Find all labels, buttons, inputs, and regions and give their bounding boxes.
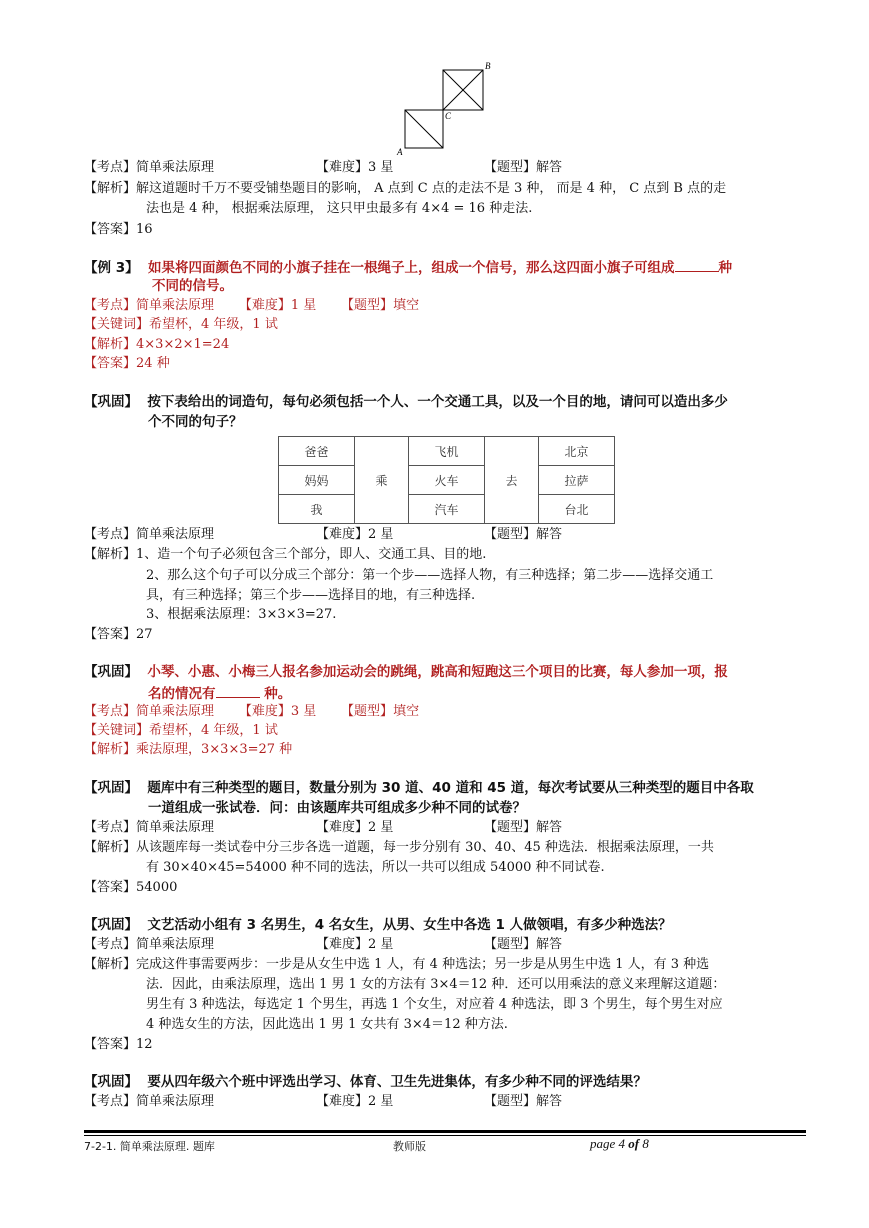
jiexi-text: 1、造一个句子必须包含三个部分，即人、交通工具、目的地.: [136, 547, 487, 562]
gonggu-label: 【巩固】: [84, 1074, 138, 1090]
tag-nandu: 【难度】: [316, 1094, 369, 1109]
question-text: 题库中有三种类型的题目，数量分别为 30 道、40 道和 45 道，每次考试要从三种类型的题目中各取: [147, 780, 754, 796]
gonggu3-meta: [84, 819, 784, 837]
diagram-label-b: B: [485, 61, 491, 71]
tag-kaodian: 【考点】: [84, 937, 137, 952]
gonggu4-answer: [84, 1036, 153, 1054]
keywords-value: 希望杯，4 年级，1 试: [149, 317, 278, 332]
question-text: [148, 683, 291, 703]
footer-rule-thin: [84, 1135, 806, 1136]
nandu-value: 2 星: [368, 820, 394, 835]
tag-daan: 【答案】: [84, 880, 137, 895]
answer-blank: [675, 257, 719, 272]
table-cell: 拉萨: [539, 466, 615, 495]
path-diagram: [395, 58, 505, 158]
tixing-value: 解答: [536, 1094, 563, 1109]
block1-meta: [84, 159, 784, 177]
jiexi-text: 4 种选女生的方法，因此选出 1 男 1 女共有 3×4＝12 种方法.: [146, 1017, 508, 1032]
tag-tixing: 【题型】: [341, 298, 394, 313]
question-text: 不同的信号。: [152, 278, 233, 294]
question-text: 文艺活动小组有 3 名男生，4 名女生，从男、女生中各选 1 人做领唱，有多少种选法？: [147, 917, 672, 933]
gonggu5-meta: [84, 1093, 784, 1111]
answer-value: 16: [136, 222, 153, 237]
tag-jiexi: 【解析】: [84, 840, 137, 855]
nandu-value: 3 星: [368, 160, 394, 175]
tag-keywords: 【关键词】: [84, 317, 150, 332]
gonggu3-answer: [84, 879, 177, 897]
nandu-value: 2 星: [368, 1094, 394, 1109]
footer-rule: [84, 1130, 806, 1133]
kaodian-value: 简单乘法原理: [136, 527, 215, 542]
answer-value: 27: [136, 627, 153, 642]
tag-kaodian: 【考点】: [84, 1094, 137, 1109]
question-text: 一道组成一张试卷．问：由该题库共可组成多少种不同的试卷？: [148, 800, 526, 816]
tag-tixing: 【题型】: [484, 820, 537, 835]
gonggu-label: 【巩固】: [84, 917, 138, 933]
question-text: 小琴、小惠、小梅三人报名参加运动会的跳绳，跳高和短跑这三个项目的比赛，每人参加一项，报: [147, 664, 728, 680]
example3-keywords: [84, 316, 278, 334]
nandu-value: 3 星: [290, 704, 317, 719]
question-text: 名的情况有: [148, 686, 216, 702]
tag-jiexi: 【解析】: [84, 337, 137, 352]
tag-nandu: 【难度】: [316, 527, 369, 542]
tag-kaodian: 【考点】: [84, 704, 137, 719]
question-text: 按下表给出的词造句，每句必须包括一个人、一个交通工具，以及一个目的地，请问可以造出多少: [147, 394, 728, 410]
tag-tixing: 【题型】: [484, 527, 537, 542]
jiexi-text: 法也是 4 种， 根据乘法原理， 这只甲虫最多有 4×4 = 16 种走法.: [146, 201, 533, 216]
table-cell: 汽车: [409, 495, 485, 524]
tixing-value: 填空: [393, 704, 420, 719]
kaodian-value: 简单乘法原理: [136, 298, 215, 313]
table-cell: 乘: [355, 437, 409, 524]
page-of: of: [628, 1136, 640, 1151]
kaodian-value: 简单乘法原理: [136, 704, 215, 719]
tag-nandu: 【难度】: [238, 298, 291, 313]
answer-value: 24 种: [136, 356, 170, 371]
kaodian-value: 简单乘法原理: [136, 1094, 215, 1109]
footer-center: 教师版: [393, 1140, 426, 1153]
tag-kaodian: 【考点】: [84, 160, 137, 175]
block1-jiexi: [84, 180, 726, 198]
table-cell: 飞机: [409, 437, 485, 466]
gonggu-label: 【巩固】: [84, 394, 138, 410]
tixing-value: 解答: [536, 527, 563, 542]
table-cell: 爸爸: [279, 437, 355, 466]
jiexi-text: 法．因此，由乘法原理，选出 1 男 1 女的方法有 3×4＝12 种．还可以用乘法的意义来理解这道题：: [146, 977, 726, 992]
jiexi-text: 男生有 3 种选法，每选定 1 个男生，再选 1 个女生，对应着 4 种选法，即 3 个男生，每个男生对应: [146, 997, 723, 1012]
tag-jiexi: 【解析】: [84, 957, 137, 972]
page-total: 8: [639, 1136, 649, 1151]
tixing-value: 解答: [536, 937, 563, 952]
gonggu1-question: [84, 393, 728, 411]
gonggu3-question: [84, 779, 754, 797]
gonggu2-question: [84, 663, 728, 681]
question-text: 个不同的句子？: [148, 414, 243, 430]
answer-value: 12: [136, 1037, 153, 1052]
gonggu-label: 【巩固】: [84, 780, 138, 796]
table-cell: 妈妈: [279, 466, 355, 495]
jiexi-text: 从该题库每一类试卷中分三步各选一道题，每一步分别有 30、40、45 种选法．根据乘法原理，一共: [136, 840, 714, 855]
question-text: 种: [718, 260, 732, 276]
tag-daan: 【答案】: [84, 356, 137, 371]
table-cell: 我: [279, 495, 355, 524]
tag-jiexi: 【解析】: [84, 742, 137, 757]
example-label: 【例 3】: [84, 260, 139, 276]
tag-nandu: 【难度】: [316, 937, 369, 952]
example3-question: [84, 257, 732, 277]
tixing-value: 填空: [393, 298, 420, 313]
keywords-value: 希望杯，4 年级，1 试: [149, 723, 278, 738]
question-text: 要从四年级六个班中评选出学习、体育、卫生先进集体，有多少种不同的评选结果？: [147, 1074, 647, 1090]
jiexi-text: 乘法原理，3×3×3=27 种: [136, 742, 293, 757]
gonggu2-keywords: [84, 722, 278, 740]
jiexi-text: 有 30×40×45=54000 种不同的选法，所以一共可以组成 54000 种不同试卷.: [146, 860, 605, 875]
gonggu1-answer: [84, 626, 153, 644]
block1-answer: [84, 221, 153, 239]
question-text: 如果将四面颜色不同的小旗子挂在一根绳子上，组成一个信号，那么这四面小旗子可组成: [148, 260, 675, 276]
table-cell: 去: [485, 437, 539, 524]
table-cell: 火车: [409, 466, 485, 495]
tag-tixing: 【题型】: [484, 160, 537, 175]
nandu-value: 1 星: [290, 298, 317, 313]
diagram-label-c: C: [445, 111, 452, 121]
kaodian-value: 简单乘法原理: [136, 820, 215, 835]
page-number: [590, 1136, 649, 1152]
example3-answer: [84, 355, 170, 373]
jiexi-text: 解这道题时千万不要受铺垫题目的影响， A 点到 C 点的走法不是 3 种， 而是 4 种， C 点到 B 点的走: [136, 181, 727, 196]
question-text: 种。: [264, 686, 292, 702]
gonggu-label: 【巩固】: [84, 664, 138, 680]
word-table: [278, 436, 615, 524]
gonggu4-meta: [84, 936, 784, 954]
diagram-label-a: A: [397, 147, 403, 157]
gonggu1-jiexi: [84, 546, 486, 564]
kaodian-value: 简单乘法原理: [136, 160, 215, 175]
jiexi-text: 2、那么这个句子可以分成三个部分：第一个步——选择人物，有三种选择；第二步——选择交通工: [146, 568, 714, 583]
page-current: page 4: [590, 1136, 629, 1151]
gonggu2-meta: [84, 703, 419, 721]
tag-daan: 【答案】: [84, 222, 137, 237]
jiexi-text: 完成这件事需要两步：一步是从女生中选 1 人，有 4 种选法；另一步是从男生中选 1 人，有 3 种选: [136, 957, 710, 972]
tixing-value: 解答: [536, 160, 563, 175]
tag-nandu: 【难度】: [316, 820, 369, 835]
tixing-value: 解答: [536, 820, 563, 835]
jiexi-text: 4×3×2×1=24: [136, 337, 230, 352]
gonggu2-jiexi: [84, 741, 292, 759]
gonggu1-meta: [84, 526, 784, 544]
gonggu4-question: [84, 916, 672, 934]
jiexi-text: 具，有三种选择；第三个步——选择目的地，有三种选择.: [146, 588, 476, 603]
gonggu4-jiexi: [84, 956, 709, 974]
jiexi-text: 3、根据乘法原理：3×3×3=27.: [146, 607, 337, 622]
table-cell: 台北: [539, 495, 615, 524]
tag-keywords: 【关键词】: [84, 723, 150, 738]
tag-daan: 【答案】: [84, 627, 137, 642]
tag-jiexi: 【解析】: [84, 547, 137, 562]
example3-jiexi: [84, 336, 229, 354]
answer-value: 54000: [136, 880, 178, 895]
tag-kaodian: 【考点】: [84, 820, 137, 835]
tag-tixing: 【题型】: [341, 704, 394, 719]
tag-nandu: 【难度】: [238, 704, 291, 719]
nandu-value: 2 星: [368, 527, 394, 542]
tag-daan: 【答案】: [84, 1037, 137, 1052]
gonggu5-question: [84, 1073, 647, 1091]
answer-blank: [216, 683, 260, 698]
tag-tixing: 【题型】: [484, 937, 537, 952]
tag-tixing: 【题型】: [484, 1094, 537, 1109]
kaodian-value: 简单乘法原理: [136, 937, 215, 952]
table-cell: 北京: [539, 437, 615, 466]
example3-meta: [84, 297, 419, 315]
gonggu3-jiexi: [84, 839, 714, 857]
tag-nandu: 【难度】: [316, 160, 369, 175]
footer-left: 7-2-1. 简单乘法原理. 题库: [84, 1140, 215, 1153]
nandu-value: 2 星: [368, 937, 394, 952]
tag-kaodian: 【考点】: [84, 298, 137, 313]
tag-jiexi: 【解析】: [84, 181, 137, 196]
tag-kaodian: 【考点】: [84, 527, 137, 542]
